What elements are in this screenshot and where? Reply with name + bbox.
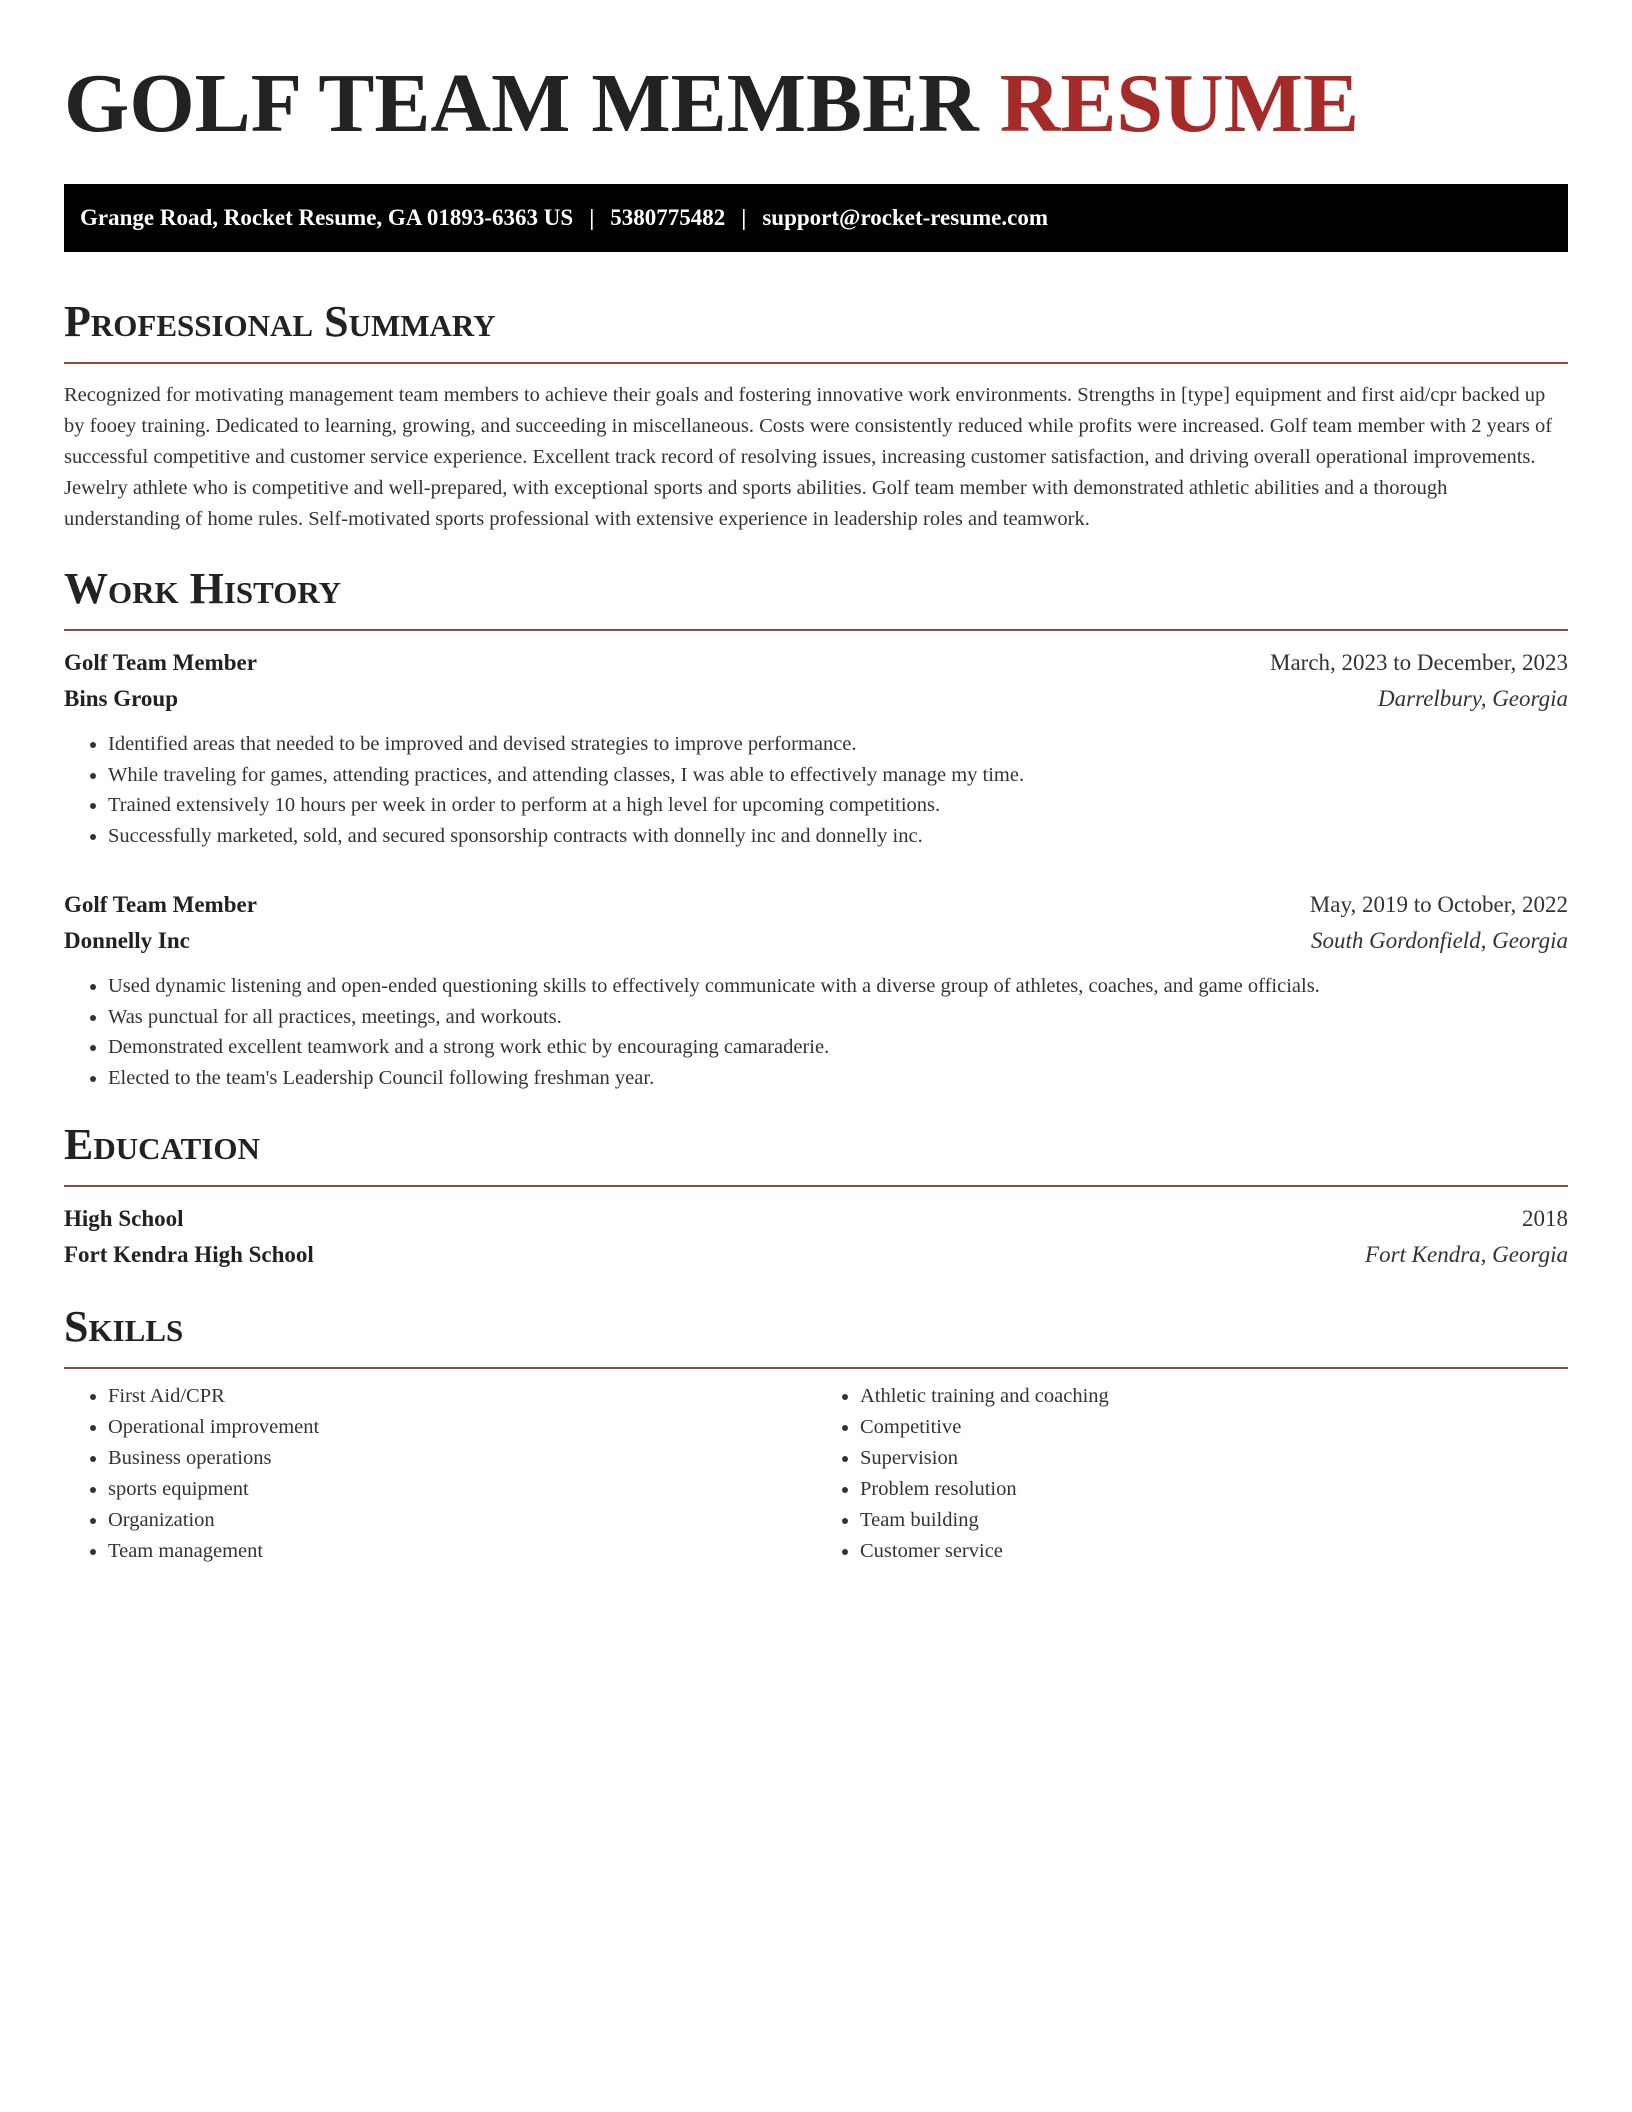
list-item: • While traveling for games, attending practices, and attending classes, I was able to effectively manage my time. [108,760,1568,791]
skill-item: • Operational improvement [108,1412,816,1443]
list-item: • Was punctual for all practices, meetings, and workouts. [108,1002,1568,1033]
education-degree: High School [64,1206,184,1231]
list-item: • Trained extensively 10 hours per week in order to perform at a high level for upcoming competitions. [108,790,1568,821]
job-entry [64,645,1568,851]
title-main: GOLF TEAM MEMBER [64,57,979,150]
contact-separator: | [741,205,747,230]
list-item: • Used dynamic listening and open-ended questioning skills to effectively communicate with a diverse group of athletes, coaches, and game officials. [108,971,1568,1002]
summary-text: Recognized for motivating management team members to achieve their goals and fostering innovative work environments. Strengths in [type] equipment and first aid/cpr backed up by fooey training. Dedicated to learning, growing, and succeeding in miscellaneous. Costs were consistently reduced while profits were increased. Golf team member with 2 years of successful competitive and customer service experience. Excellent track record of resolving issues, increasing customer satisfaction, and driving overall operational improvements. Jewelry athlete who is competitive and well-prepared, with exceptional sports and sports abilities. Golf team member with demonstrated athletic abilities and a thorough understanding of home rules. Self-motivated sports professional with extensive experience in leadership roles and teamwork. [64,384,1553,530]
section-divider [64,362,1568,364]
work-history-heading: Work History [64,564,342,613]
education-entry [64,1201,1568,1273]
skill-item: • Athletic training and coaching [860,1381,1568,1412]
education-school-row [64,1237,1568,1273]
summary-heading: Professional Summary [64,297,496,346]
list-item: • Elected to the team's Leadership Council following freshman year. [108,1063,1568,1094]
job-entry [64,887,1568,1093]
skill-item: • sports equipment [108,1474,816,1505]
skill-item: • Problem resolution [860,1474,1568,1505]
skill-item: • Supervision [860,1443,1568,1474]
education-year: 2018 [1522,1206,1568,1231]
skills-section [64,1301,1568,1567]
summary-section [64,296,1568,535]
resume-title [64,0,1568,152]
contact-address: Grange Road, Rocket Resume, GA 01893-6363 US [80,205,574,230]
contact-phone: 5380775482 [610,205,726,230]
contact-bar [64,184,1568,252]
skills-list-right [816,1381,1568,1567]
education-heading: Education [64,1120,260,1169]
job-location: Darrelbury, Georgia [1378,686,1568,711]
title-accent: RESUME [999,57,1360,150]
job-company: Bins Group [64,686,178,711]
skill-item: • Team building [860,1505,1568,1536]
job-title: Golf Team Member [64,650,257,675]
skill-item: • Business operations [108,1443,816,1474]
section-divider [64,629,1568,631]
education-location: Fort Kendra, Georgia [1365,1242,1568,1267]
job-company-row [64,681,1568,717]
job-dates: May, 2019 to October, 2022 [1309,892,1568,917]
list-item: • Identified areas that needed to be improved and devised strategies to improve performance. [108,729,1568,760]
contact-separator: | [589,205,595,230]
skills-heading: Skills [64,1302,184,1351]
education-degree-row [64,1201,1568,1237]
section-divider [64,1185,1568,1187]
skill-item: • Competitive [860,1412,1568,1443]
contact-email: support@rocket-resume.com [762,205,1048,230]
skills-list-left [64,1381,816,1567]
skills-grid [64,1381,1568,1567]
job-title: Golf Team Member [64,892,257,917]
job-header-row [64,645,1568,681]
job-location: South Gordonfield, Georgia [1310,928,1568,953]
job-dates: March, 2023 to December, 2023 [1270,650,1568,675]
job-header-row [64,887,1568,923]
job-company-row [64,923,1568,959]
job-bullets [64,971,1568,1093]
work-history-section [64,563,1568,1093]
list-item: • Successfully marketed, sold, and secured sponsorship contracts with donnelly inc and donnelly inc. [108,821,1568,852]
education-school: Fort Kendra High School [64,1242,314,1267]
list-item: • Demonstrated excellent teamwork and a strong work ethic by encouraging camaraderie. [108,1032,1568,1063]
job-company: Donnelly Inc [64,928,190,953]
section-divider [64,1367,1568,1369]
skill-item: • Team management [108,1536,816,1567]
skill-item: • First Aid/CPR [108,1381,816,1412]
skill-item: • Organization [108,1505,816,1536]
education-section [64,1119,1568,1273]
skill-item: • Customer service [860,1536,1568,1567]
job-bullets [64,729,1568,851]
